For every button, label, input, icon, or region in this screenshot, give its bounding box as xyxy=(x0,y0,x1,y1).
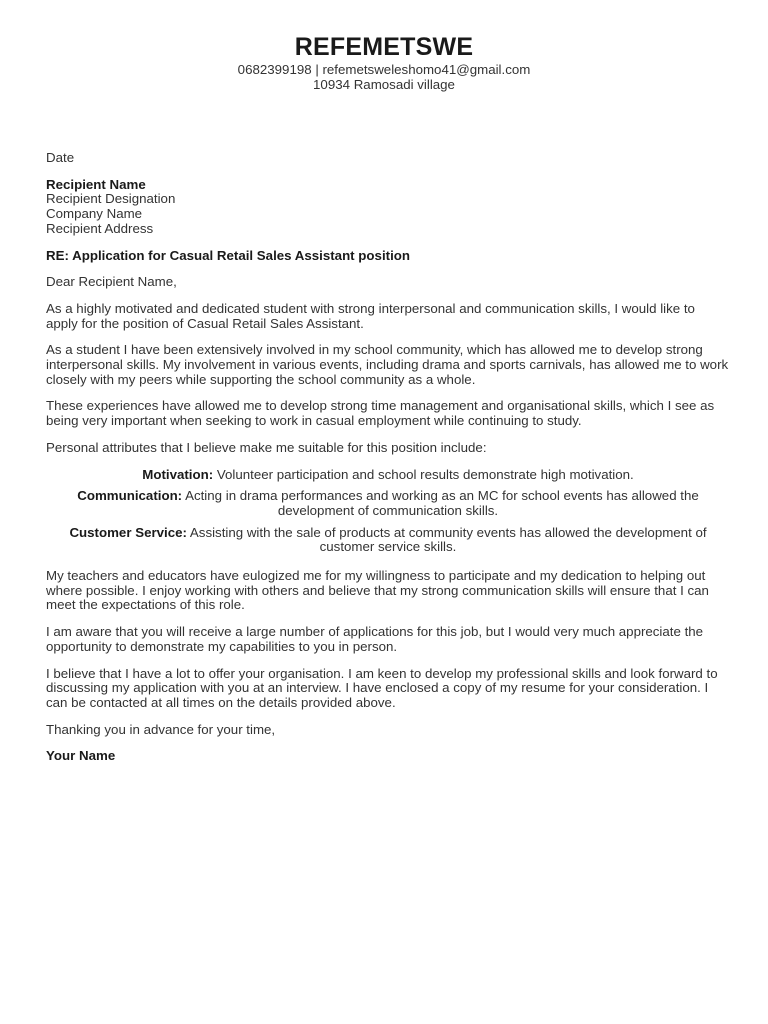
attribute-label: Customer Service: xyxy=(69,524,187,540)
sender-name: REFEMETSWE xyxy=(294,33,474,61)
letter-header xyxy=(0,0,768,92)
signature-name: Your Name xyxy=(46,748,116,764)
attribute-item xyxy=(46,489,730,518)
sender-address: 10934 Ramosadi village xyxy=(313,77,455,92)
letter-body xyxy=(46,151,730,776)
letter-date: Date xyxy=(46,150,75,165)
attribute-label: Communication: xyxy=(77,488,183,504)
recipient-block xyxy=(46,178,730,237)
recipient-address: Recipient Address xyxy=(46,220,154,236)
body-paragraph: As a highly motivated and dedicated student with strong interpersonal and communication skills, I would like to apply for the position of Casual Retail Sales Assistant. xyxy=(46,300,695,331)
letter-salutation: Dear Recipient Name, xyxy=(46,274,177,290)
attribute-item xyxy=(46,468,730,483)
attribute-label: Motivation: xyxy=(142,466,214,482)
recipient-designation: Recipient Designation xyxy=(46,191,176,207)
sender-contact: 0682399198 | refemetsweleshomo41@gmail.com xyxy=(237,62,531,77)
attribute-text: Volunteer participation and school results demonstrate high motivation. xyxy=(216,466,634,482)
body-paragraph: Personal attributes that I believe make me suitable for this position include: xyxy=(46,439,487,455)
attribute-text: Assisting with the sale of products at community events has allowed the development of customer service skills. xyxy=(189,524,707,555)
attributes-list xyxy=(46,468,730,556)
letter-subject: RE: Application for Casual Retail Sales Assistant position xyxy=(46,247,411,263)
closing-paragraph: I am aware that you will receive a large number of applications for this job, but I would very much appreciate the opportunity to demonstrate my capabilities to you in person. xyxy=(46,624,704,654)
closing-paragraph: I believe that I have a lot to offer your organisation. I am keen to develop my professional skills and look forward to discussing my application with you at an interview. I have enclosed a copy of my resume for your consideration. I can be contacted at all times on the details provided above. xyxy=(46,665,718,710)
recipient-company: Company Name xyxy=(46,206,143,222)
attribute-text: Acting in drama performances and working as an MC for school events has allowed the development of communication skills. xyxy=(185,488,699,518)
body-paragraph: These experiences have allowed me to develop strong time management and organisational skills, which I see as being very important when seeking to work in casual employment while continuing to study. xyxy=(46,398,715,429)
recipient-name: Recipient Name xyxy=(46,176,146,192)
letter-sign-off: Thanking you in advance for your time, xyxy=(46,721,276,737)
closing-paragraph: My teachers and educators have eulogized me for my willingness to participate and my dedication to helping out where possible. I enjoy working with others and believe that my strong communication skills will ensure that I can meet the expectations of this role. xyxy=(46,568,709,613)
body-paragraph: As a student I have been extensively involved in my school community, which has allowed me to develop strong interpersonal skills. My involvement in various events, including drama and sports carnivals, has allowed me to work closely with my peers while supporting the school community as a whole. xyxy=(46,342,729,387)
attribute-item xyxy=(46,526,730,555)
